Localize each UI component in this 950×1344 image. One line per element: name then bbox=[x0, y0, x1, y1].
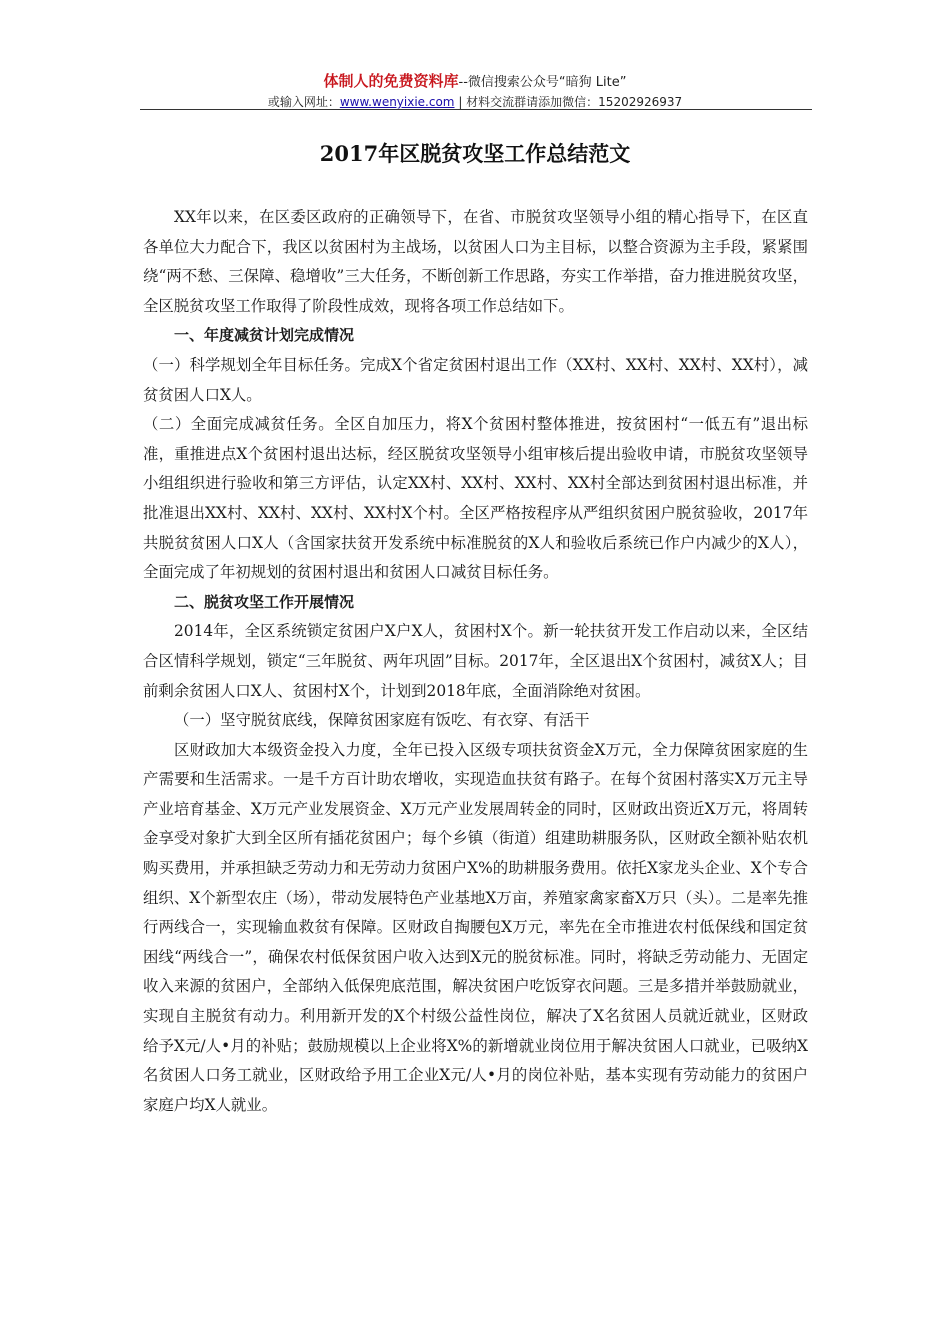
subsection-heading-2-1: （一）坚守脱贫底线，保障贫困家庭有饭吃、有衣穿、有活干 bbox=[174, 711, 590, 730]
paragraph-1-1: （一）科学规划全年目标任务。完成X个省定贫困村退出工作（XX村、XX村、XX村、XX村），减贫贫困人口X人。 bbox=[143, 355, 808, 404]
header-brand: 体制人的免费资料库 bbox=[323, 72, 459, 90]
document-title: 2017年区脱贫攻坚工作总结范文 bbox=[319, 141, 631, 166]
website-link[interactable]: www.wenyixie.com bbox=[339, 95, 455, 109]
section-heading-2: 二、脱贫攻坚工作开展情况 bbox=[174, 592, 355, 611]
document-body bbox=[143, 203, 808, 1120]
header-contact: | 材料交流群请添加微信：15202926937 bbox=[454, 95, 683, 109]
paragraph-2-1-body: 区财政加大本级资金投入力度，全年已投入区级专项扶贫资金X万元，全力保障贫困家庭的生产需要和生活需求。一是千方百计助农增收，实现造血扶贫有路子。在每个贫困村落实X万元主导产业培育基金、X万元产业发展资金、X万元产业发展周转金的同时，区财政出资近X万元，将周转金享受对象扩大到全区所有插花贫困户；每个乡镇（街道）组建助耕服务队，区财政全额补贴农机购买费用，并承担缺乏劳动力和无劳动力贫困户X%的助耕服务费用。依托X家龙头企业、X个专合组织、X个新型农庄（场），带动发展特色产业基地X万亩，养殖家禽家畜X万只（头）。二是率先推行两线合一，实现输血救贫有保障。区财政自掏腰包X万元，率先在全市推进农村低保线和国定贫困线“两线合一”，确保农村低保贫困户收入达到X元的脱贫标准。同时，将缺乏劳动能力、无固定收入来源的贫困户，全部纳入低保兜底范围，解决贫困户吃饭穿衣问题。三是多措并举鼓励就业，实现自主脱贫有动力。利用新开发的X个村级公益性岗位，解决了X名贫困人员就近就业，区财政给予X元/人•月的补贴；鼓励规模以上企业将X%的新增就业岗位用于解决贫困人口就业，已吸纳X名贫困人口务工就业，区财政给予用工企业X元/人•月的岗位补贴，基本实现有劳动能力的贫困户家庭户均X人就业。 bbox=[143, 740, 808, 1114]
header-divider bbox=[140, 109, 812, 110]
page-header bbox=[0, 70, 950, 112]
paragraph-1-2: （二）全面完成减贫任务。全区自加压力，将X个贫困村整体推进，按贫困村“一低五有”退出标准，重推进点X个贫困村退出达标，经区脱贫攻坚领导小组审核后提出验收申请，市脱贫攻坚领导小组组织进行验收和第三方评估，认定XX村、XX村、XX村、XX村全部达到贫困村退出标准，并批准退出XX村、XX村、XX村、XX村X个村。全区严格按程序从严组织贫困户脱贫验收，2017年共脱贫贫困人口X人（含国家扶贫开发系统中标准脱贫的X人和验收后系统已作户内减少的X人），全面完成了年初规划的贫困村退出和贫困人口减贫目标任务。 bbox=[143, 415, 808, 582]
intro-paragraph: XX年以来，在区委区政府的正确领导下，在省、市脱贫攻坚领导小组的精心指导下，在区直各单位大力配合下，我区以贫困村为主战场，以贫困人口为主目标，以整合资源为主手段，紧紧围绕“两不愁、三保障、稳增收”三大任务，不断创新工作思路，夯实工作举措，奋力推进脱贫攻坚，全区脱贫攻坚工作取得了阶段性成效，现将各项工作总结如下。 bbox=[143, 208, 808, 315]
section-heading-1: 一、年度减贫计划完成情况 bbox=[174, 326, 355, 345]
paragraph-2-intro: 2014年，全区系统锁定贫困户X户X人，贫困村X个。新一轮扶贫开发工作启动以来，全区结合区情科学规划，锁定“三年脱贫、两年巩固”目标。2017年，全区退出X个贫困村，减贫X人；目前剩余贫困人口X人、贫困村X个，计划到2018年底，全面消除绝对贫困。 bbox=[143, 622, 808, 700]
header-url-prefix: 或输入网址： bbox=[267, 95, 340, 109]
header-tagline: --微信搜索公众号“暗狗 Lite” bbox=[458, 75, 627, 90]
header-promo-line bbox=[0, 70, 950, 92]
